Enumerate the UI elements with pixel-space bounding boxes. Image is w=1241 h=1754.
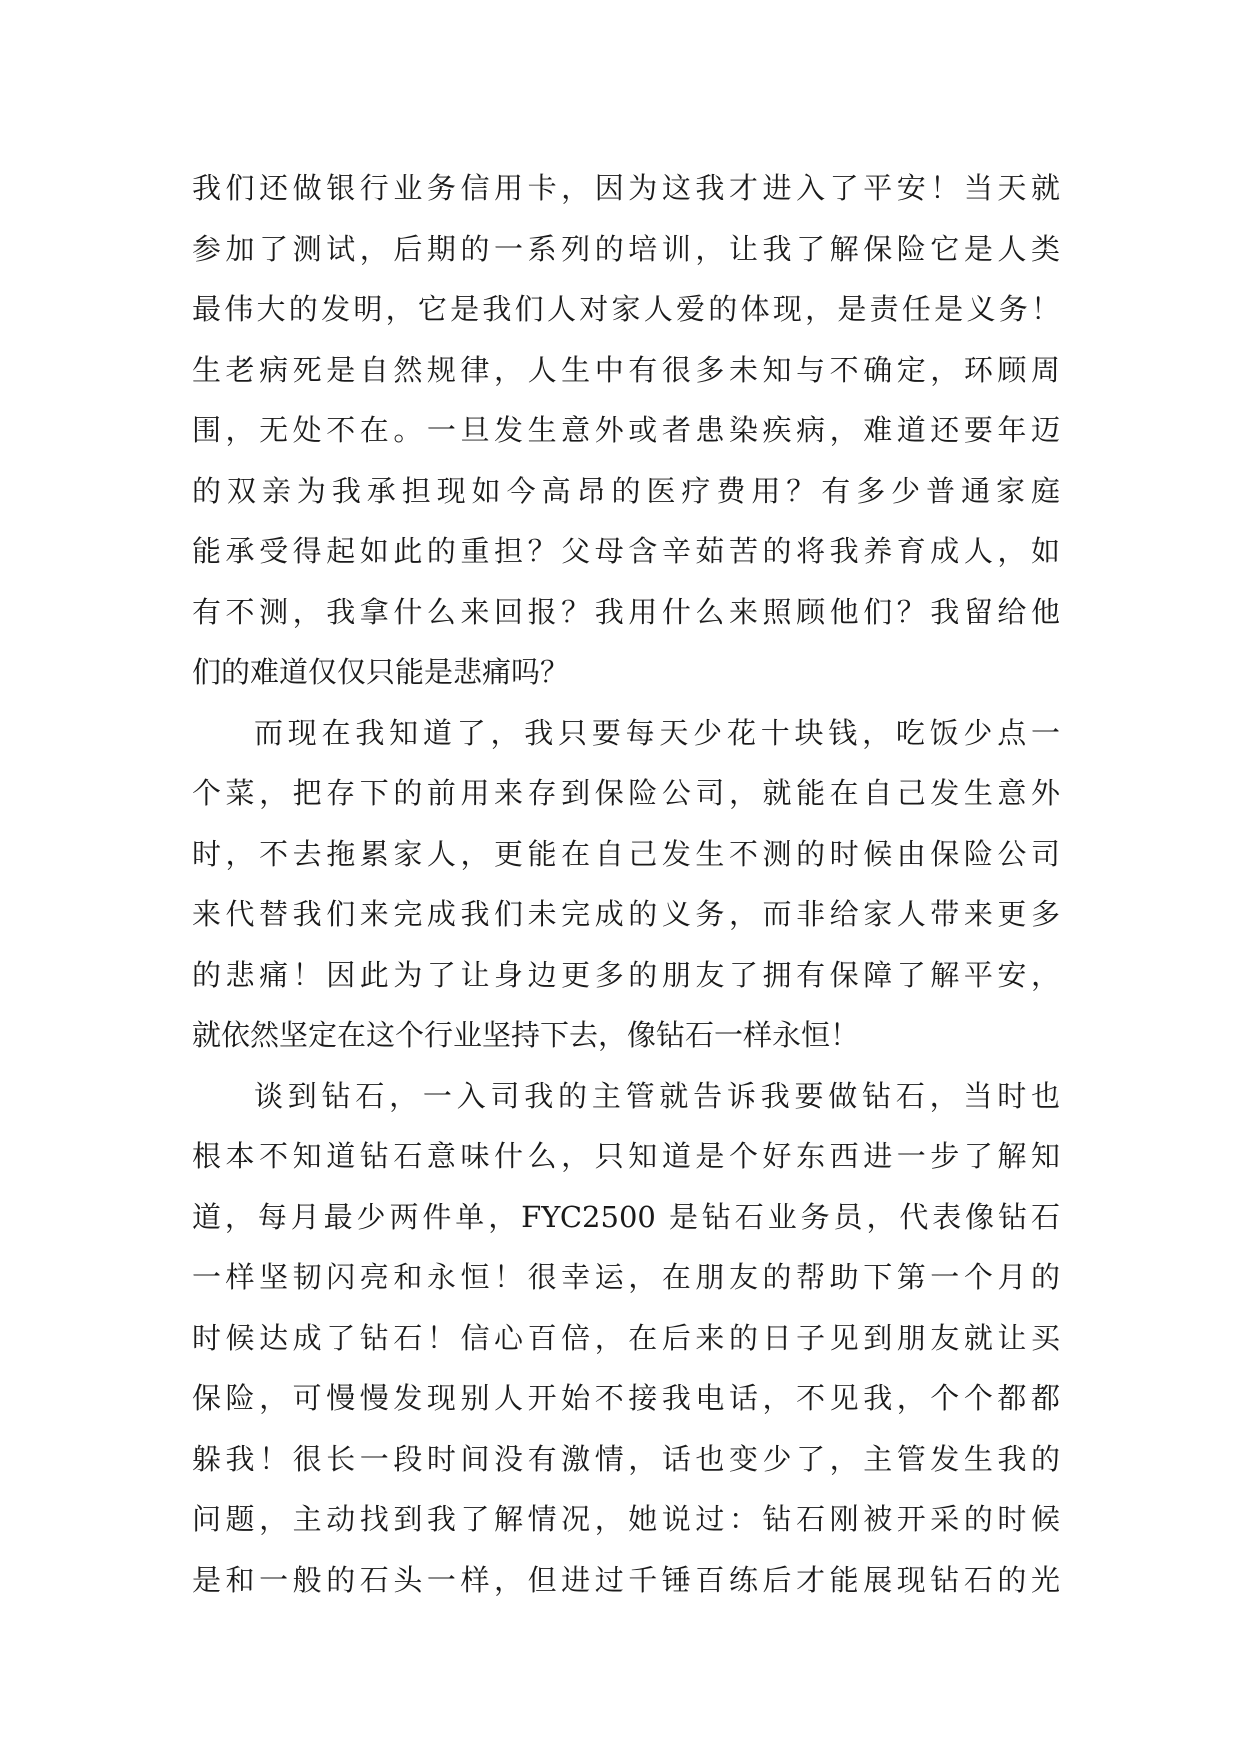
text-line: 道，每月最少两件单，FYC2500 是钻石业务员，代表像钻石 [192, 1199, 1060, 1234]
text-line: 就依然坚定在这个行业坚持下去，像钻石一样永恒！ [192, 1018, 860, 1052]
paragraph-first-line: 谈到钻石，一入司我的主管就告诉我要做钻石，当时也 [254, 1078, 1060, 1113]
text-line: 躲我！很长一段时间没有激情，话也变少了，主管发生我的 [192, 1441, 1060, 1476]
text-line: 时候达成了钻石！信心百倍，在后来的日子见到朋友就让买 [192, 1320, 1060, 1355]
text-line: 最伟大的发明，它是我们人对家人爱的体现，是责任是义务！ [192, 292, 1060, 326]
text-line: 生老病死是自然规律，人生中有很多未知与不确定，环顾周 [192, 352, 1060, 387]
text-line: 时，不去拖累家人，更能在自己发生不测的时候由保险公司 [192, 836, 1060, 871]
text-line: 围，无处不在。一旦发生意外或者患染疾病，难道还要年迈 [192, 413, 1060, 447]
text-line: 能承受得起如此的重担？父母含辛茹苦的将我养育成人，如 [192, 534, 1060, 568]
text-line: 的双亲为我承担现如今高昂的医疗费用？有多少普通家庭 [192, 473, 1060, 508]
text-line: 问题，主动找到我了解情况，她说过：钻石刚被开采的时候 [192, 1502, 1060, 1536]
text-line: 根本不知道钻石意味什么，只知道是个好东西进一步了解知 [192, 1139, 1060, 1173]
text-line: 保险，可慢慢发现别人开始不接我电话，不见我，个个都都 [192, 1381, 1060, 1415]
text-line: 来代替我们来完成我们未完成的义务，而非给家人带来更多 [192, 897, 1060, 931]
text-line: 有不测，我拿什么来回报？我用什么来照顾他们？我留给他 [192, 594, 1060, 629]
text-line: 我们还做银行业务信用卡，因为这我才进入了平安！当天就 [192, 171, 1060, 205]
paragraph-first-line: 而现在我知道了，我只要每天少花十块钱，吃饭少点一 [254, 715, 1060, 750]
text-line: 个菜，把存下的前用来存到保险公司，就能在自己发生意外 [192, 776, 1060, 810]
body-text [192, 158, 1060, 1610]
text-line: 们的难道仅仅只能是悲痛吗？ [192, 655, 570, 689]
text-line: 参加了测试，后期的一系列的培训，让我了解保险它是人类 [192, 231, 1060, 266]
text-line: 是和一般的石头一样，但进过千锤百练后才能展现钻石的光 [192, 1562, 1060, 1597]
text-line: 的悲痛！因此为了让身边更多的朋友了拥有保障了解平安， [192, 957, 1060, 992]
text-line: 一样坚韧闪亮和永恒！很幸运，在朋友的帮助下第一个月的 [192, 1260, 1060, 1294]
